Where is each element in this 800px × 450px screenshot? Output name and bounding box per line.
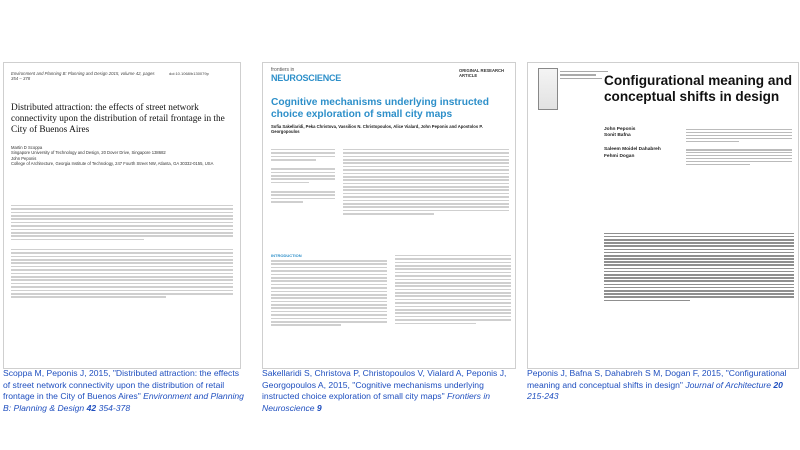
sidebar-meta [271,147,335,204]
citation-journal: Frontiers in Neuroscience [262,391,491,413]
citation-text: Sakellaridi S, Christova P, Christopoulos V, Vialard A, Peponis J, Georgopoulos A, 2015, "Cognitive mechanisms underlying instructed choice exploration of small city maps" [262,368,507,401]
citation-pages: 354-378 [98,402,131,413]
citation-journal: Journal of Architecture [685,379,771,390]
citation-volume: 9 [314,402,322,413]
journal-cover-thumbnail [538,68,558,110]
author-affiliations [686,127,792,167]
paper-preview-configurational-meaning[interactable] [527,62,799,369]
citation-caption[interactable] [527,368,797,403]
paper-preview-scoppa-peponis[interactable] [3,62,241,369]
paper-title: Distributed attraction: the effects of street network connectivity upon the distribution of retail frontage in the City of Buenos Aires [11,103,225,135]
author-affiliation: College of Architecture, Georgia Institute of Technology, 247 Fourth Street NW, Atlanta, GA 30332-0155, USA [11,161,214,167]
article-type-label: ORIGINAL RESEARCH ARTICLE [459,68,505,78]
doi: doi:10.1068/b130079p [169,71,209,76]
author-affiliation: Singapore University of Technology and Design, 20 Dover Drive, Singapore 138682 [11,150,166,156]
citation-text: Scoppa M, Peponis J, 2015, "Distributed attraction: the effects of street network connectivity upon the distribution of retail frontage in the City of Buenos Aires" [3,368,240,401]
abstract-body [343,147,509,217]
section-heading: INTRODUCTION [271,253,302,258]
author-block [11,145,231,167]
citation-caption[interactable] [262,368,517,414]
author-name: Sonit Bafna [604,133,631,139]
paper-title: Cognitive mechanisms underlying instructed choice exploration of small city maps [271,97,489,120]
author-name: John Peponis [11,155,37,161]
frontiers-logo: frontiers in NEUROSCIENCE [271,67,342,83]
citation-volume: 20 [771,379,783,390]
citation-journal: Environment and Planning B: Planning & Design [3,391,244,413]
citation-pages: 215-243 [527,391,559,401]
abstract-body [11,203,233,300]
author-block [604,127,661,160]
journal-header: Environment and Planning B: Planning and Design 2015, volume 42, pages 354 – 378 [11,71,155,81]
author-name: Fehmi Dogan [604,153,635,159]
abstract-body [604,231,794,303]
citation-caption[interactable] [3,368,248,414]
author-list: Sofia Sakellaridi, Peka Christova, Vassilios N. Christopoulos, Alice Vialard, John Peponis and Apostolos P. Georgopoulos [271,124,483,135]
author-name: John Peponis [604,127,636,132]
paper-title: Configurational meaning and conceptual shifts in design [604,73,793,104]
author-name: Saleem Moidel Dahabreh [604,147,661,153]
paper-preview-sakellaridi[interactable] [262,62,516,369]
author-name: Martin D Scoppa [11,145,43,150]
citation-text: Peponis J, Bafna S, Dahabreh S M, Dogan F, 2015, "Configurational meaning and conceptual shifts in design" [527,368,787,390]
download-stamp [531,123,537,363]
citation-volume: 42 [84,402,99,413]
